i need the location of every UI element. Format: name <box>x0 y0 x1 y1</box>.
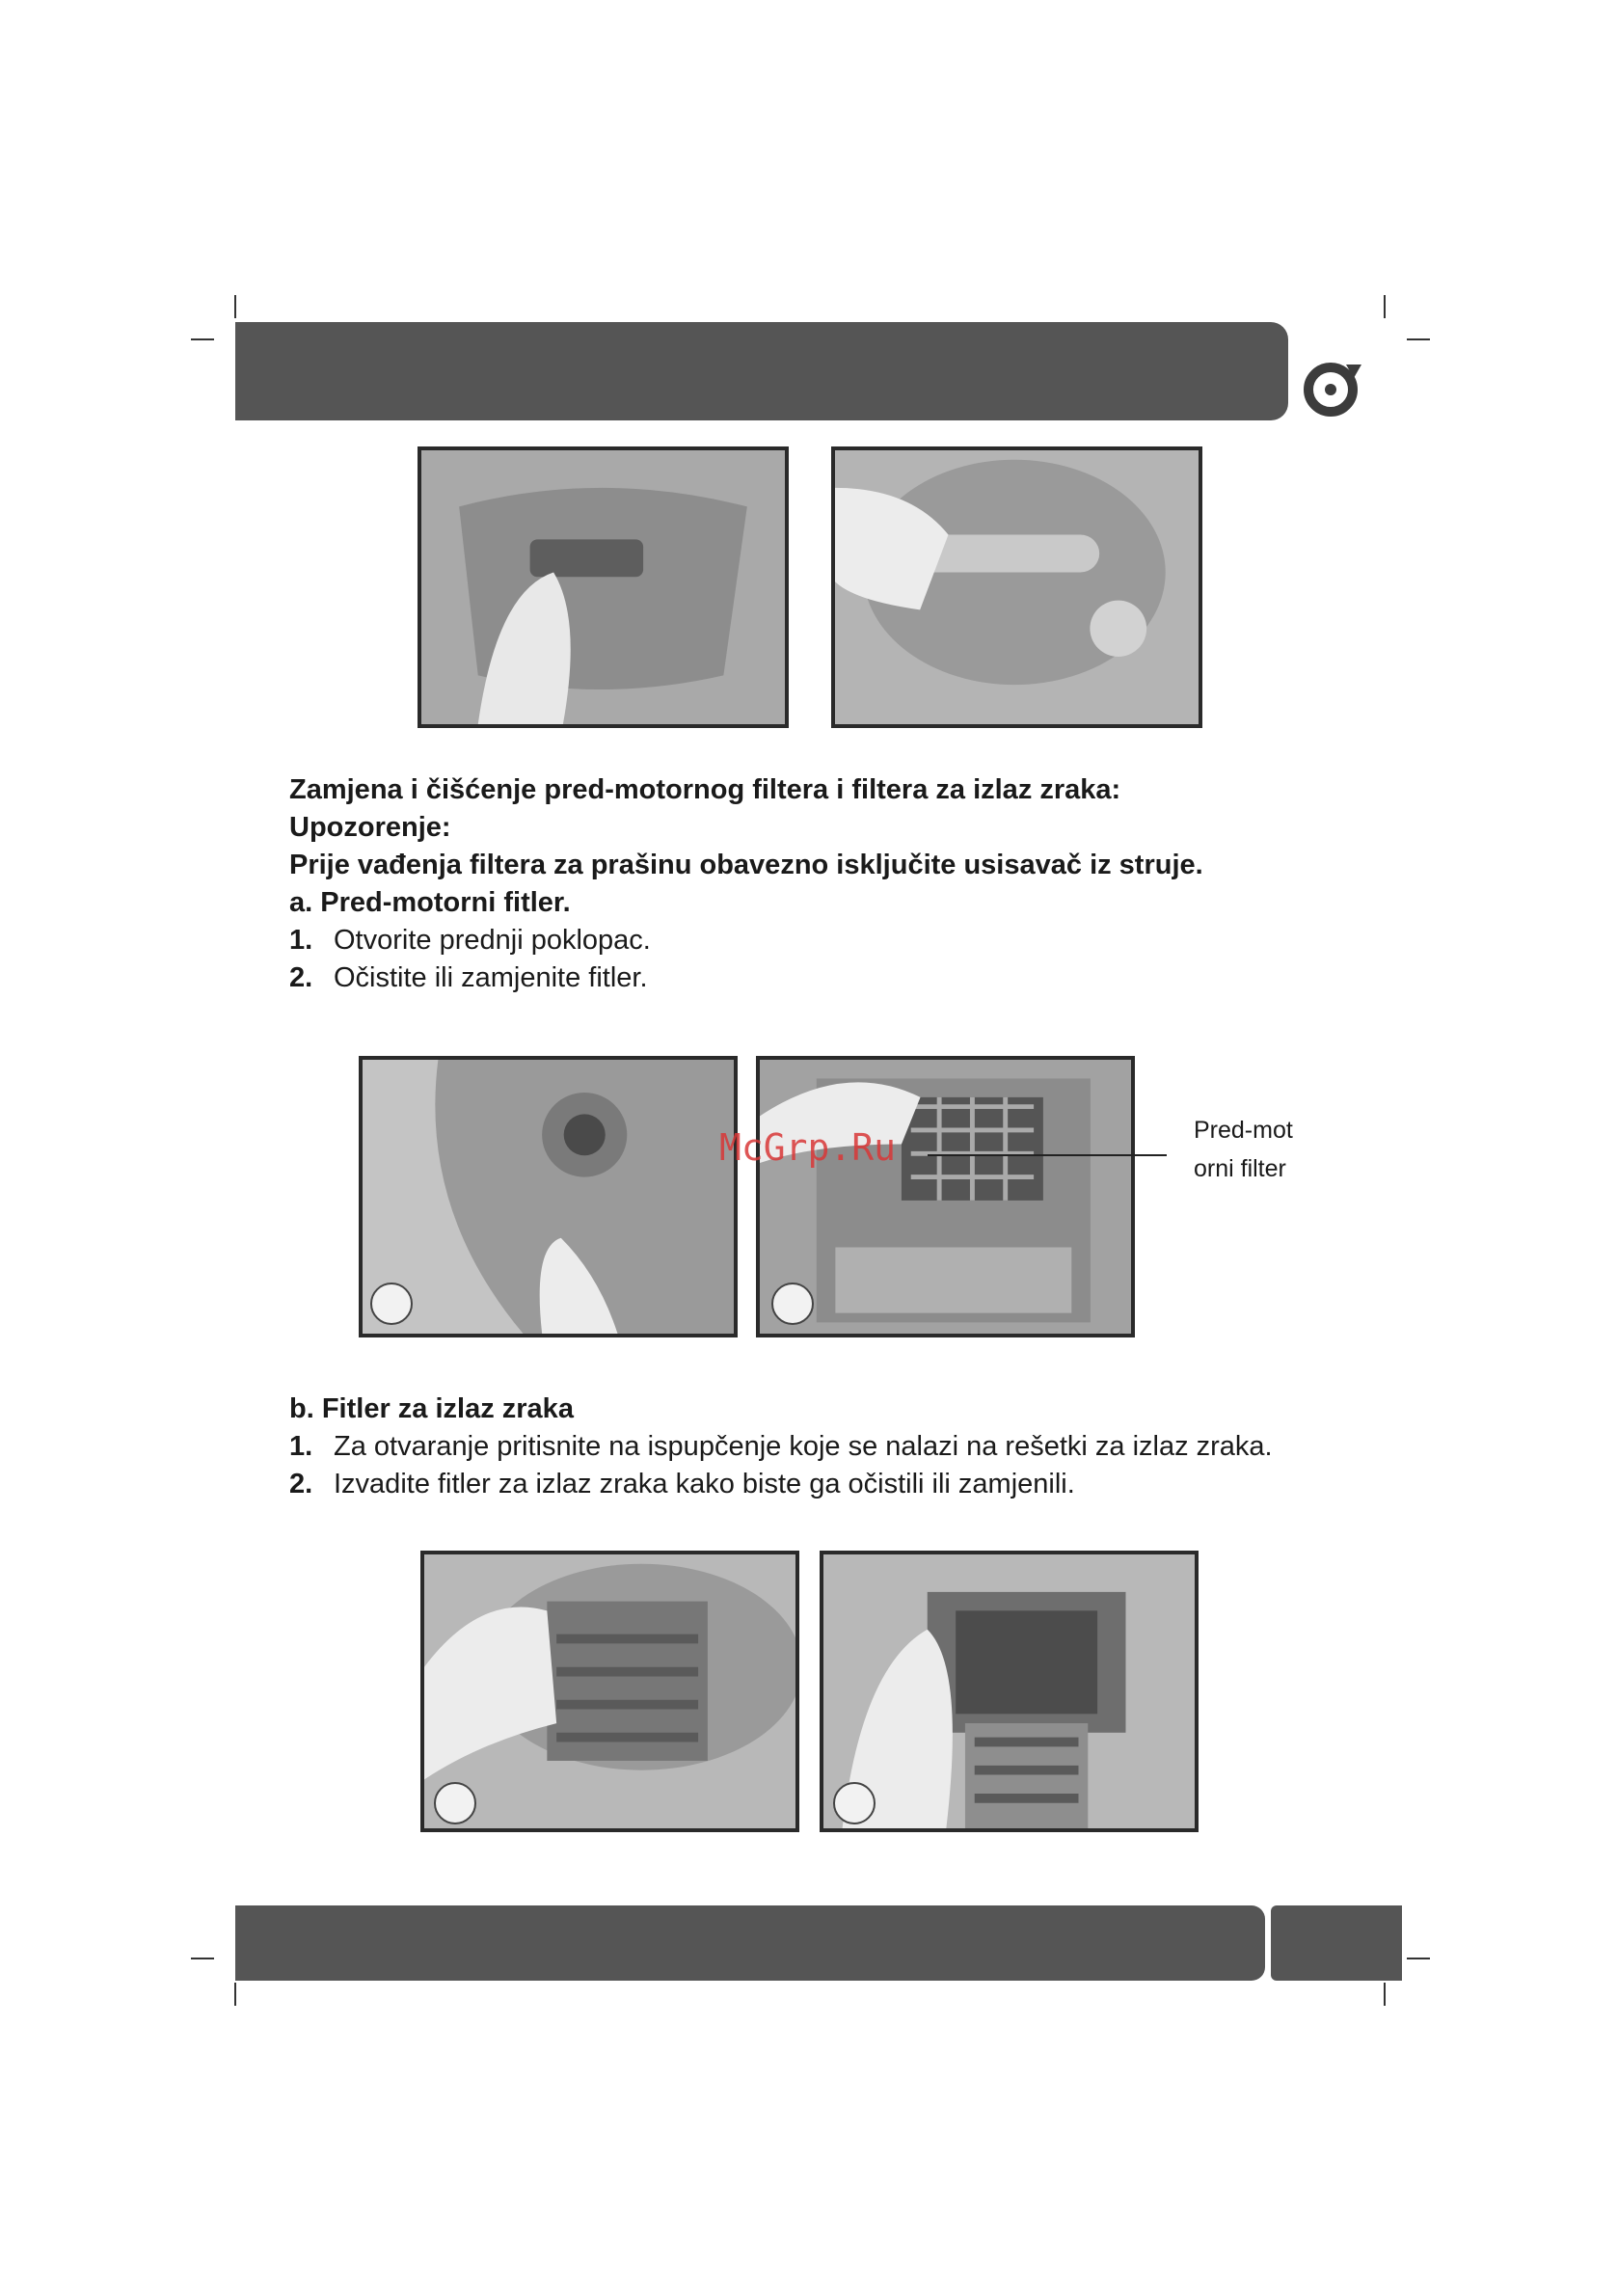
step-item <box>289 1428 1398 1466</box>
photo-handle-lift <box>831 446 1202 728</box>
crop-mark <box>191 1958 214 1959</box>
instructions-section-a <box>289 771 1350 997</box>
callout-line-2: orni filter <box>1194 1155 1286 1182</box>
callout-leader <box>928 1154 1167 1156</box>
crop-mark <box>234 295 236 318</box>
step-number: 1. <box>289 925 313 956</box>
warning-text: Prije vađenja filtera za prašinu obavezno isključite usisavač iz struje. <box>289 850 1203 880</box>
photo-front-cover-pressed <box>359 1056 738 1337</box>
watermark-text: McGrp.Ru <box>719 1126 897 1169</box>
subsection-a-title: a. Pred-motorni fitler. <box>289 887 571 918</box>
photo-pre-motor-filter <box>756 1056 1135 1337</box>
photo-front-cover-open <box>418 446 789 728</box>
step-text: Očistite ili zamjenite fitler. <box>334 962 648 993</box>
step-number: 1. <box>289 1431 313 1462</box>
crop-mark <box>1407 338 1430 340</box>
step-text: Za otvaranje pritisnite na ispupčenje koje se nalazi na rešetki za izlaz zraka. <box>334 1431 1273 1462</box>
step-item <box>289 1466 1398 1503</box>
step-badge <box>370 1283 413 1325</box>
crop-mark <box>1407 1958 1430 1959</box>
step-item <box>289 922 1350 959</box>
subsection-b-title: b. Fitler za izlaz zraka <box>289 1393 574 1424</box>
pre-motor-filter-callout <box>1194 1111 1293 1188</box>
page-number-box <box>1271 1905 1402 1981</box>
photo-exhaust-filter-removed <box>820 1551 1199 1832</box>
brand-logo-icon <box>1304 359 1363 419</box>
photo-exhaust-grille <box>420 1551 799 1832</box>
crop-mark <box>191 338 214 340</box>
callout-line-1: Pred-mot <box>1194 1117 1293 1144</box>
step-text: Izvadite fitler za izlaz zraka kako biste ga očistili ili zamjenili. <box>334 1469 1075 1499</box>
crop-mark <box>234 1983 236 2006</box>
step-item <box>289 959 1350 997</box>
step-badge <box>434 1782 476 1824</box>
step-text: Otvorite prednji poklopac. <box>334 925 651 956</box>
instructions-section-b <box>289 1391 1398 1503</box>
crop-mark <box>1384 1983 1386 2006</box>
header-bar <box>235 322 1288 420</box>
step-number: 2. <box>289 962 313 993</box>
warning-label: Upozorenje: <box>289 812 451 843</box>
step-number: 2. <box>289 1469 313 1499</box>
step-badge <box>833 1782 876 1824</box>
step-badge <box>771 1283 814 1325</box>
footer-bar <box>235 1905 1265 1981</box>
crop-mark <box>1384 295 1386 318</box>
section-heading: Zamjena i čišćenje pred-motornog filtera i filtera za izlaz zraka: <box>289 774 1121 805</box>
